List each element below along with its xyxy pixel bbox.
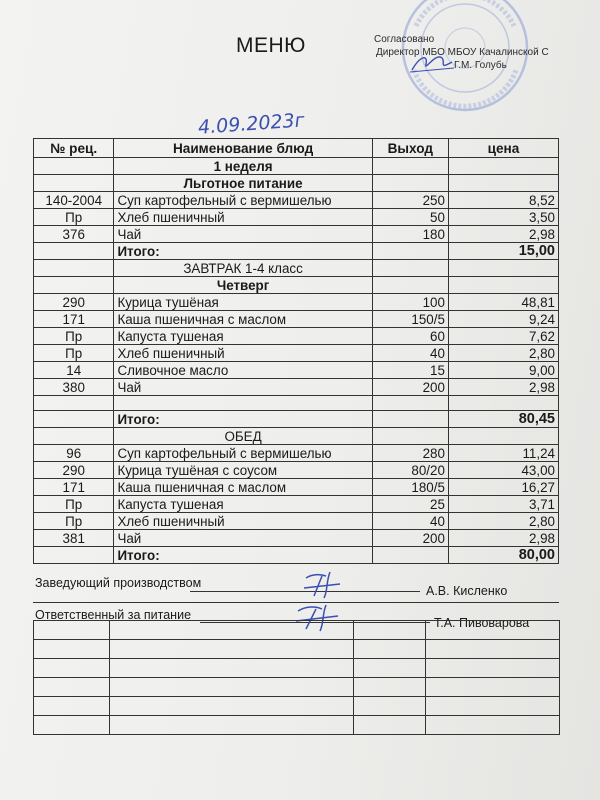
dish-name: Чай: [114, 226, 372, 243]
recipe-number: 381: [34, 530, 114, 547]
dish-name: Суп картофельный с вермишелью: [114, 192, 372, 209]
total-label: Итого:: [114, 547, 372, 564]
empty-cell: [34, 428, 114, 445]
recipe-number: 96: [34, 445, 114, 462]
empty-cell: [372, 260, 448, 277]
dish-name: Чай: [114, 530, 372, 547]
empty-cell: [372, 277, 448, 294]
empty-cell: [372, 175, 448, 192]
recipe-number: 380: [34, 379, 114, 396]
dish-name: Курица тушёная с соусом: [114, 462, 372, 479]
dish-price: 8,52: [448, 192, 558, 209]
recipe-number: Пр: [34, 328, 114, 345]
total-price: 15,00: [448, 243, 558, 260]
dish-price: 2,80: [448, 513, 558, 530]
dish-name: Каша пшеничная с маслом: [114, 311, 372, 328]
empty-row: [34, 621, 560, 640]
empty-cell: [372, 243, 448, 260]
section-row: [34, 428, 559, 445]
responsible-label: Ответственный за питание: [35, 608, 192, 622]
dish-name: Капуста тушеная: [114, 328, 372, 345]
table-row: [34, 294, 559, 311]
empty-cell: [34, 277, 114, 294]
table-row: [34, 192, 559, 209]
table-row: [34, 209, 559, 226]
empty-cell: [372, 547, 448, 564]
dish-name: Сливочное масло: [114, 362, 372, 379]
section-label: ОБЕД: [114, 428, 372, 445]
table-row: [34, 362, 559, 379]
recipe-number: 290: [34, 294, 114, 311]
portion-output: 60: [372, 328, 448, 345]
dish-name: Суп картофельный с вермишелью: [114, 445, 372, 462]
portion-output: 200: [372, 379, 448, 396]
approval-line-1: Согласовано: [374, 34, 435, 45]
dish-name: Хлеб пшеничный: [114, 513, 372, 530]
recipe-number: 171: [34, 479, 114, 496]
table-row: [34, 462, 559, 479]
section-label: Четверг: [114, 277, 372, 294]
table-row: [34, 345, 559, 362]
section-row: [34, 277, 559, 294]
empty-cell: [448, 396, 558, 411]
empty-cell: [34, 243, 114, 260]
portion-output: 180: [372, 226, 448, 243]
total-row: [34, 547, 559, 564]
empty-cell: [34, 260, 114, 277]
dish-price: 7,62: [448, 328, 558, 345]
spacer-row: [34, 396, 559, 411]
total-price: 80,45: [448, 411, 558, 428]
recipe-number: 171: [34, 311, 114, 328]
portion-output: 40: [372, 513, 448, 530]
table-header-row: [34, 139, 559, 158]
section-row: [34, 260, 559, 277]
recipe-number: 290: [34, 462, 114, 479]
menu-table: [33, 138, 559, 564]
dish-name: Хлеб пшеничный: [114, 345, 372, 362]
empty-cell: [34, 411, 114, 428]
dish-price: 3,50: [448, 209, 558, 226]
section-row: [34, 175, 559, 192]
total-price: 80,00: [448, 547, 558, 564]
table-row: [34, 445, 559, 462]
dish-name: Хлеб пшеничный: [114, 209, 372, 226]
director-signature: [408, 48, 458, 78]
empty-cell: [372, 428, 448, 445]
recipe-number: Пр: [34, 345, 114, 362]
empty-cell: [448, 277, 558, 294]
approval-line-2: Директор МБО МБОУ Качалинской С: [376, 47, 549, 58]
portion-output: 50: [372, 209, 448, 226]
recipe-number: Пр: [34, 209, 114, 226]
empty-row: [34, 678, 560, 697]
dish-price: 2,98: [448, 379, 558, 396]
portion-output: 180/5: [372, 479, 448, 496]
empty-row: [34, 697, 560, 716]
total-label: Итого:: [114, 411, 372, 428]
dish-price: 48,81: [448, 294, 558, 311]
manager-label: Заведующий производством: [35, 576, 202, 590]
empty-cell: [34, 175, 114, 192]
recipe-number: 140-2004: [34, 192, 114, 209]
responsible-name: Т.А. Пивоварова: [434, 616, 530, 630]
table-row: [34, 226, 559, 243]
recipe-number: Пр: [34, 513, 114, 530]
col-header-dish: Наименование блюд: [114, 139, 372, 158]
section-label: ЗАВТРАК 1-4 класс: [114, 260, 372, 277]
empty-cell: [372, 411, 448, 428]
approval-block: [374, 33, 549, 72]
table-row: [34, 479, 559, 496]
total-label: Итого:: [114, 243, 372, 260]
portion-output: 150/5: [372, 311, 448, 328]
empty-cell: [448, 260, 558, 277]
empty-cell: [114, 396, 372, 411]
empty-cell: [34, 396, 114, 411]
empty-cell: [448, 158, 558, 175]
empty-lower-table: [33, 620, 560, 735]
dish-name: Каша пшеничная с маслом: [114, 479, 372, 496]
empty-cell: [372, 158, 448, 175]
table-row: [34, 311, 559, 328]
approval-line-3: Г.М. Голубь: [454, 60, 507, 71]
handwritten-date: 4.09.2023г: [197, 109, 306, 139]
empty-cell: [34, 158, 114, 175]
dish-price: 43,00: [448, 462, 558, 479]
empty-cell: [34, 547, 114, 564]
portion-output: 200: [372, 530, 448, 547]
dish-price: 9,00: [448, 362, 558, 379]
col-header-output: Выход: [372, 139, 448, 158]
portion-output: 250: [372, 192, 448, 209]
table-row: [34, 513, 559, 530]
portion-output: 100: [372, 294, 448, 311]
portion-output: 15: [372, 362, 448, 379]
manager-signature: [300, 570, 344, 600]
dish-price: 9,24: [448, 311, 558, 328]
empty-cell: [372, 396, 448, 411]
recipe-number: 14: [34, 362, 114, 379]
recipe-number: 376: [34, 226, 114, 243]
dish-price: 16,27: [448, 479, 558, 496]
dish-price: 2,98: [448, 226, 558, 243]
col-header-recipe: № рец.: [34, 139, 114, 158]
empty-row: [34, 640, 560, 659]
dish-price: 2,98: [448, 530, 558, 547]
total-row: [34, 243, 559, 260]
dish-price: 2,80: [448, 345, 558, 362]
portion-output: 280: [372, 445, 448, 462]
table-row: [34, 530, 559, 547]
portion-output: 80/20: [372, 462, 448, 479]
col-header-price: цена: [448, 139, 558, 158]
table-row: [34, 328, 559, 345]
dish-name: Курица тушёная: [114, 294, 372, 311]
dish-price: 3,71: [448, 496, 558, 513]
total-row: [34, 411, 559, 428]
manager-name: А.В. Кисленко: [426, 584, 508, 598]
portion-output: 25: [372, 496, 448, 513]
dish-name: Чай: [114, 379, 372, 396]
recipe-number: Пр: [34, 496, 114, 513]
section-row: [34, 158, 559, 175]
page-title: МЕНЮ: [236, 34, 306, 57]
empty-cell: [448, 428, 558, 445]
table-row: [34, 379, 559, 396]
portion-output: 40: [372, 345, 448, 362]
empty-row: [34, 716, 560, 735]
section-label: Льготное питание: [114, 175, 372, 192]
empty-row: [34, 659, 560, 678]
dish-price: 11,24: [448, 445, 558, 462]
dish-name: Капуста тушеная: [114, 496, 372, 513]
table-row: [34, 496, 559, 513]
section-label: 1 неделя: [114, 158, 372, 175]
empty-cell: [448, 175, 558, 192]
